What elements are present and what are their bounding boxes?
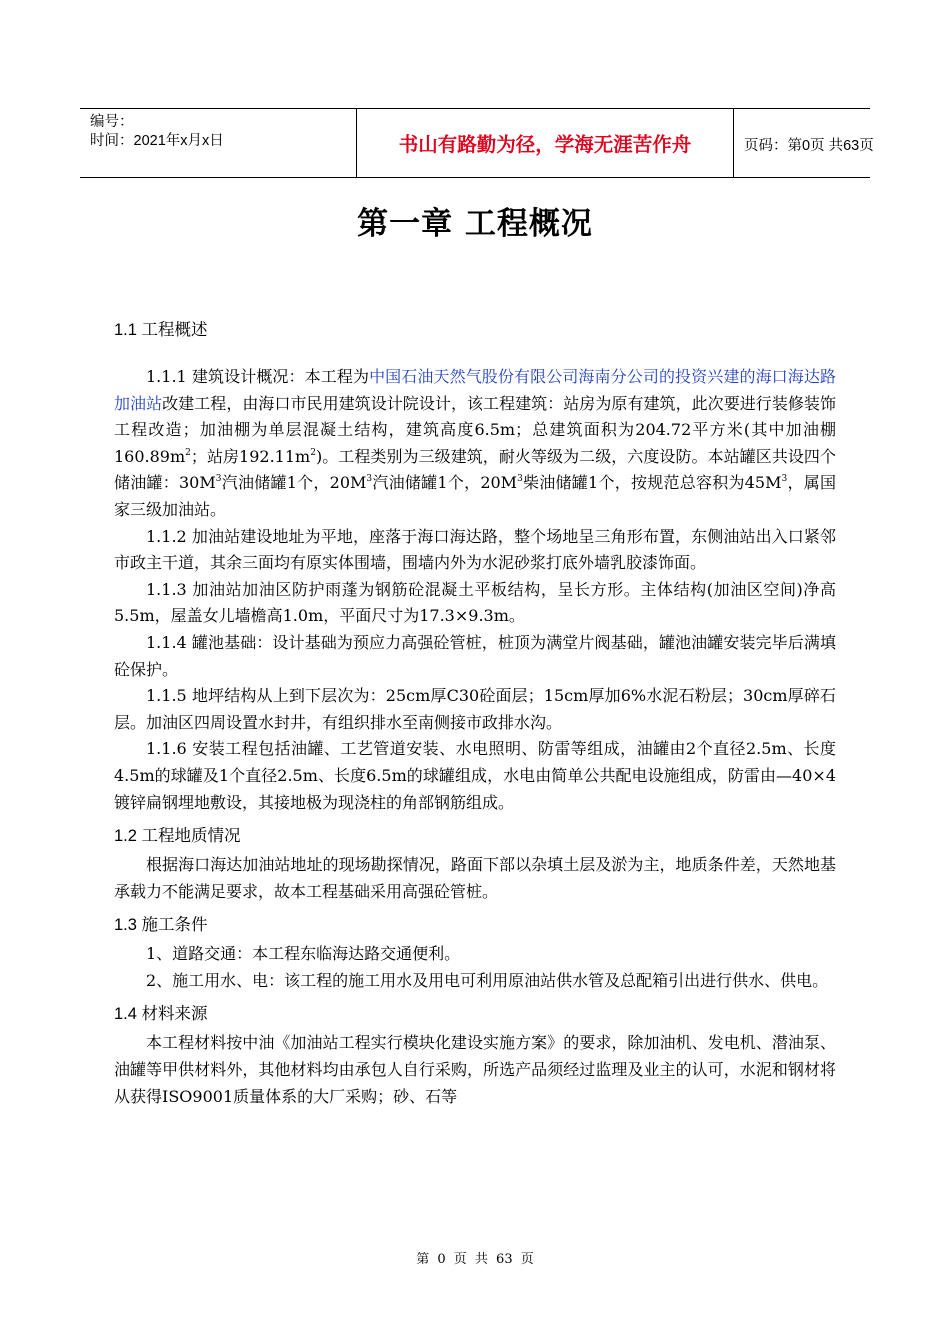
paragraph-1-1-2: 1.1.2 加油站建设地址为平地，座落于海口海达路，整个场地呈三角形布置，东侧油站出入口紧邻市政主干道，其余三面均有原实体围墙，围墙内外为水泥砂浆打底外墙乳胶漆饰面。 — [114, 526, 836, 573]
p111-text-a: 1.1.1 建筑设计概况：本工程为 — [146, 367, 370, 386]
sup-square-1: 2 — [185, 447, 191, 458]
p111-blue-text: 中国石油天然气股份有限公司海南分公司的投资兴建的海口海达路加油站 — [114, 367, 836, 413]
number-label: 编号： — [90, 114, 134, 130]
paragraph-1-1-4: 1.1.4 罐池基础：设计基础为预应力高强砼管桩，桩顶为满堂片阀基础，罐池油罐安装完毕后满填砼保护。 — [114, 632, 836, 679]
motto-text: 书山有路勤为径，学海无涯苦作舟 — [398, 133, 692, 156]
p111-text-g: 柴油储罐1个，按规范总容积为45M — [522, 473, 782, 493]
p111-text-e: 汽油储罐1个，20M — [221, 473, 367, 493]
paragraph-1-1-1 — [114, 364, 836, 524]
chapter-title: 第一章 工程概况 — [357, 206, 593, 242]
section-heading-1-4: 1.4 材料来源 — [114, 1005, 208, 1024]
paragraph-1-4: 本工程材料按中油《加油站工程实行模块化建设实施方案》的要求，除加油机、发电机、潜油泵、油罐等甲供材料外，其他材料均由承包人自行采购，所选产品须经过监理及业主的认可，水泥和钢材将从获得ISO9001质量体系的大厂采购；砂、石等 — [114, 1033, 836, 1106]
time-label: 时间：2021年x月x日 — [90, 133, 224, 149]
sup-cube-4: 3 — [781, 474, 788, 485]
header-meta — [90, 113, 280, 151]
paragraph-1-2: 根据海口海达加油站地址的现场勘探情况，路面下部以杂填土层及淤为主，地质条件差，天然地基承载力不能满足要求，故本工程基础采用高强砼管桩。 — [114, 855, 836, 901]
p111-text-b: 改建工程，由海口市民用建筑设计院设计，该工程建筑：站房为原有建筑，此次要进行装修装饰工程改造；加油棚为单层混凝土结构，建筑高度6.5m；总建筑面积为204.72平方米(其中加油棚160.89m — [114, 393, 836, 466]
section-heading-1-2: 1.2 工程地质情况 — [114, 827, 241, 846]
p111-text-f: 汽油储罐1个，20M — [372, 473, 518, 493]
page-info: 页码：第0页 共63页 — [744, 138, 874, 154]
p111-text-d: )。工程类别为三级建筑，耐火等级为二级，六度设防。本站罐区共设四个储油罐：30M — [114, 446, 836, 493]
page-footer: 第 0 页 共 63 页 — [416, 1252, 534, 1267]
p111-text-c: ；站房192.11m — [190, 446, 311, 466]
sup-cube-3: 3 — [517, 474, 523, 485]
paragraph-1-3-1: 1、道路交通：本工程东临海达路交通便利。 — [146, 944, 461, 964]
motto-cell — [356, 109, 734, 177]
document-body — [114, 316, 836, 1110]
p111-text-h: ，属国家三级加油站。 — [114, 473, 836, 519]
paragraph-1-1-5: 1.1.5 地坪结构从上到下层次为：25cm厚C30砼面层；15cm厚加6%水泥石粉层；30cm厚碎石层。加油区四周设置水封井，有组织排水至南侧接市政排水沟。 — [114, 686, 836, 732]
paragraph-1-1-3: 1.1.3 加油站加油区防护雨蓬为钢筋砼混凝土平板结构，呈长方形。主体结构(加油区空间)净高5.5m，屋盖女儿墙檐高1.0m，平面尺寸为17.3×9.3m。 — [114, 579, 836, 626]
sup-cube-1: 3 — [215, 474, 222, 485]
sup-cube-2: 3 — [366, 474, 373, 485]
sup-square-2: 2 — [310, 447, 316, 458]
section-heading-1-1: 1.1 工程概述 — [114, 321, 208, 339]
section-heading-1-3: 1.3 施工条件 — [114, 916, 208, 935]
paragraph-1-1-6: 1.1.6 安装工程包括油罐、工艺管道安装、水电照明、防雷等组成，油罐由2个直径2.5m、长度4.5m的球罐及1个直径2.5m、长度6.5m的球罐组成，水电由简单公共配电设施组成，防雷由—40×4镀锌扁钢埋地敷设，其接地极为现浇柱的角部钢筋组成。 — [114, 739, 836, 812]
page-header — [80, 108, 874, 178]
paragraph-1-3-2: 2、施工用水、电：该工程的施工用水及用电可利用原油站供水管及总配箱引出进行供水、供电。 — [146, 970, 829, 990]
